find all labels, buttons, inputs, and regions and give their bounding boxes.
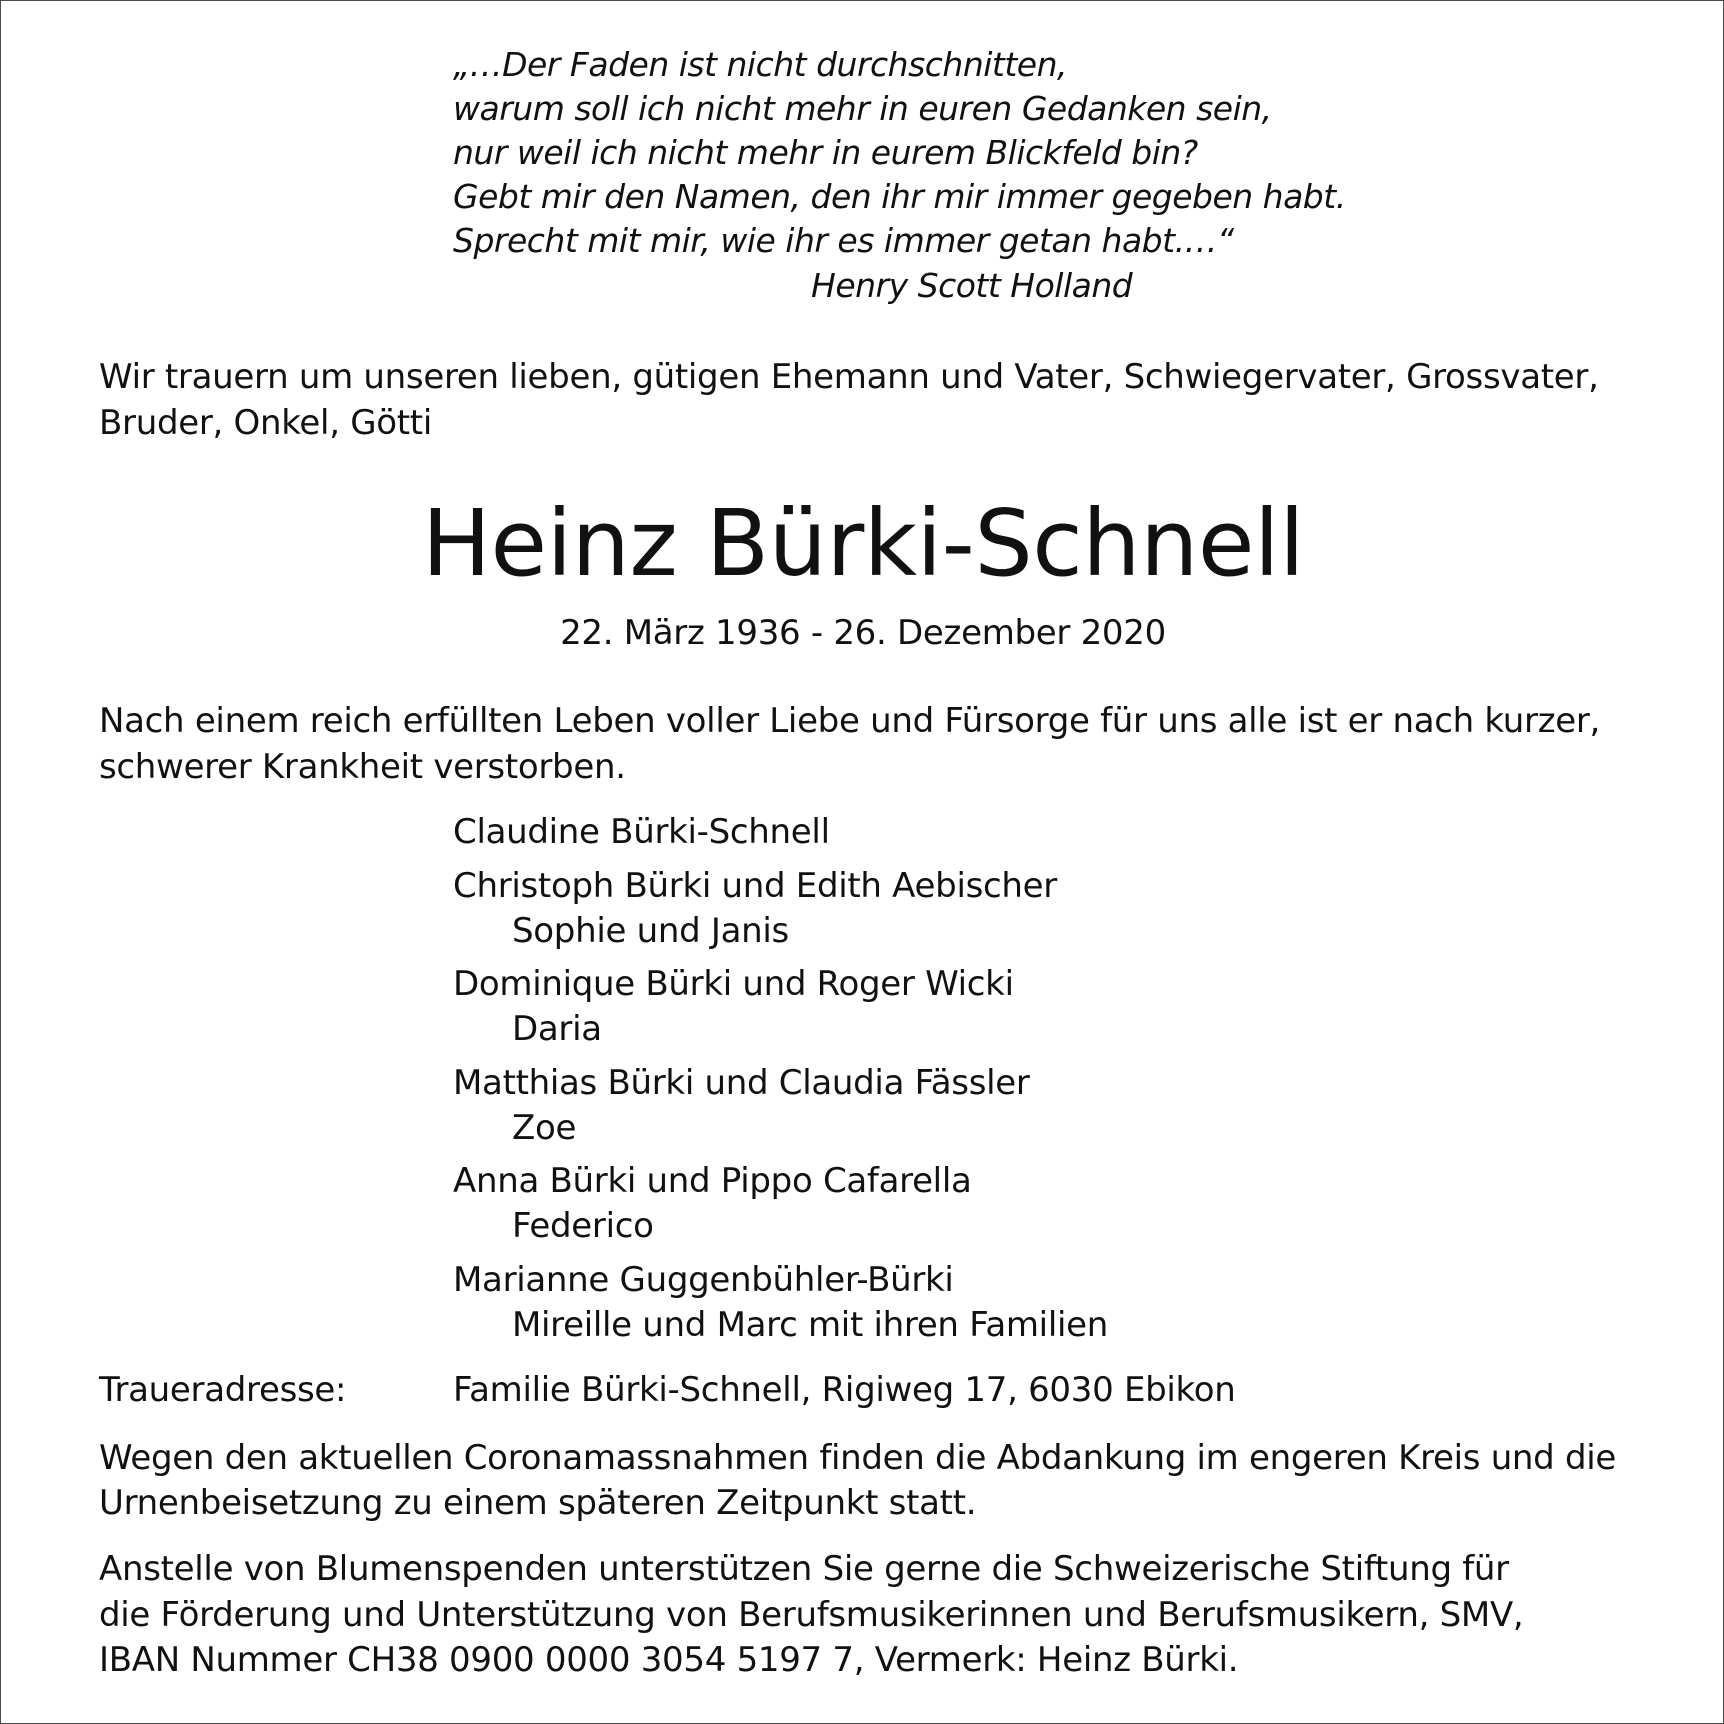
life-dates: 22. März 1936 - 26. Dezember 2020 bbox=[560, 613, 1166, 653]
deceased-name: Heinz Bürki-Schnell bbox=[421, 490, 1305, 597]
quote-line: Sprecht mit mir, wie ihr es immer getan habt.…“ bbox=[453, 221, 1234, 260]
message-line: schwerer Krankheit verstorben. bbox=[99, 747, 626, 787]
mourner-child: Mireille und Marc mit ihren Familien bbox=[512, 1305, 1108, 1345]
funeral-note-line: Wegen den aktuellen Coronamassnahmen finden die Abdankung im engeren Kreis und die bbox=[99, 1438, 1617, 1478]
mourner-child: Sophie und Janis bbox=[512, 911, 789, 951]
mourner: Marianne Guggenbühler-Bürki bbox=[453, 1260, 954, 1300]
quote-line: Gebt mir den Namen, den ihr mir immer gegeben habt. bbox=[453, 177, 1346, 216]
mourner: Matthias Bürki und Claudia Fässler bbox=[453, 1063, 1030, 1103]
intro-line: Bruder, Onkel, Götti bbox=[99, 403, 432, 443]
mourner-child: Daria bbox=[512, 1009, 602, 1049]
donation-note-line: die Förderung und Unterstützung von Berufsmusikerinnen und Berufsmusikern, SMV, bbox=[99, 1595, 1524, 1635]
donation-note-line: Anstelle von Blumenspenden unterstützen Sie gerne die Schweizerische Stiftung für bbox=[99, 1549, 1509, 1589]
mourner: Dominique Bürki und Roger Wicki bbox=[453, 964, 1014, 1004]
mourning-address-label: Traueradresse: bbox=[99, 1370, 347, 1410]
quote-author: Henry Scott Holland bbox=[811, 266, 1133, 305]
quote-line: nur weil ich nicht mehr in eurem Blickfeld bin? bbox=[453, 133, 1198, 172]
quote-line: „…Der Faden ist nicht durchschnitten, bbox=[453, 45, 1067, 84]
intro-line: Wir trauern um unseren lieben, gütigen Ehemann und Vater, Schwiegervater, Grossvater, bbox=[99, 357, 1599, 397]
message-line: Nach einem reich erfüllten Leben voller Liebe und Fürsorge für uns alle ist er nach kurzer, bbox=[99, 701, 1601, 741]
mourner: Christoph Bürki und Edith Aebischer bbox=[453, 866, 1057, 906]
mourning-address: Familie Bürki-Schnell, Rigiweg 17, 6030 Ebikon bbox=[453, 1370, 1236, 1410]
funeral-note-line: Urnenbeisetzung zu einem späteren Zeitpunkt statt. bbox=[99, 1483, 977, 1523]
mourner: Anna Bürki und Pippo Cafarella bbox=[453, 1161, 972, 1201]
donation-note-line: IBAN Nummer CH38 0900 0000 3054 5197 7, Vermerk: Heinz Bürki. bbox=[99, 1640, 1239, 1680]
quote-line: warum soll ich nicht mehr in euren Gedanken sein, bbox=[453, 89, 1272, 128]
mourner-child: Federico bbox=[512, 1206, 654, 1246]
mourner-child: Zoe bbox=[512, 1108, 577, 1148]
mourner: Claudine Bürki-Schnell bbox=[453, 812, 830, 852]
